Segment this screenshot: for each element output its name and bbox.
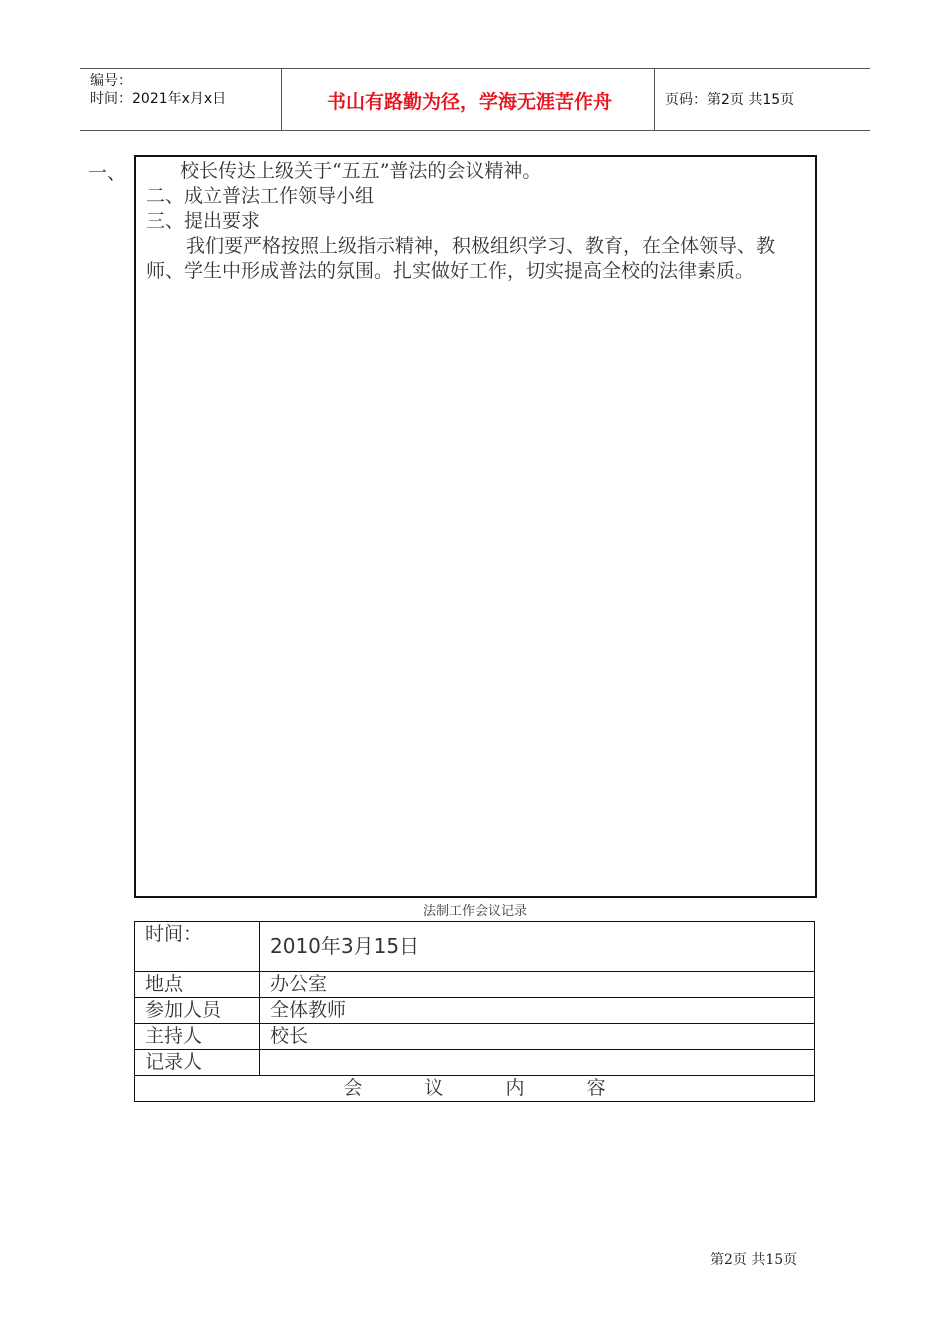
header-divider	[281, 69, 282, 130]
content-line-1: 校长传达上级关于“五五”普法的会议精神。	[180, 160, 542, 182]
recorder-label: 记录人	[135, 1050, 260, 1076]
page-footer: 第2页 共15页	[710, 1252, 798, 1268]
host-label: 主持人	[135, 1024, 260, 1050]
header-page-info: 页码：第2页 共15页	[665, 92, 795, 108]
table-caption: 法制工作会议记录	[422, 904, 527, 919]
content-line-2: 二、成立普法工作领导小组	[146, 185, 375, 207]
page-header	[80, 68, 870, 131]
place-label: 地点	[135, 972, 260, 998]
table-row	[135, 1024, 815, 1050]
time-value: 2010年3月15日	[260, 922, 815, 972]
participants-value: 全体教师	[260, 998, 815, 1024]
content-line-3: 三、提出要求	[146, 210, 261, 232]
meeting-content-char: 会	[343, 1077, 363, 1099]
header-meta	[90, 72, 280, 108]
header-divider	[654, 69, 655, 130]
table-row	[135, 972, 815, 998]
section-number: 一、	[88, 162, 127, 184]
header-motto: 书山有路勤为径，学海无涯苦作舟	[326, 91, 612, 113]
participants-label: 参加人员	[135, 998, 260, 1024]
table-row	[135, 922, 815, 972]
meeting-content-char: 容	[586, 1077, 606, 1099]
meeting-content-text	[146, 159, 811, 284]
time-label: 时间：	[135, 922, 260, 972]
table-row	[135, 998, 815, 1024]
table-row	[135, 1076, 815, 1102]
meeting-content-heading	[135, 1076, 815, 1102]
table-row	[135, 1050, 815, 1076]
meeting-content-char: 内	[505, 1077, 525, 1099]
meeting-content-char: 议	[424, 1077, 444, 1099]
recorder-value	[260, 1050, 815, 1076]
meeting-info-table	[134, 921, 815, 1102]
code-label: 编号：	[90, 73, 132, 89]
content-paragraph: 我们要严格按照上级指示精神，积极组织学习、教育，在全体领导、教师、学生中形成普法的氛围。扎实做好工作，切实提高全校的法律素质。	[146, 235, 776, 282]
host-value: 校长	[260, 1024, 815, 1050]
meeting-content-box	[134, 155, 817, 898]
place-value: 办公室	[260, 972, 815, 998]
time-line: 时间：2021年x月x日	[90, 91, 227, 107]
